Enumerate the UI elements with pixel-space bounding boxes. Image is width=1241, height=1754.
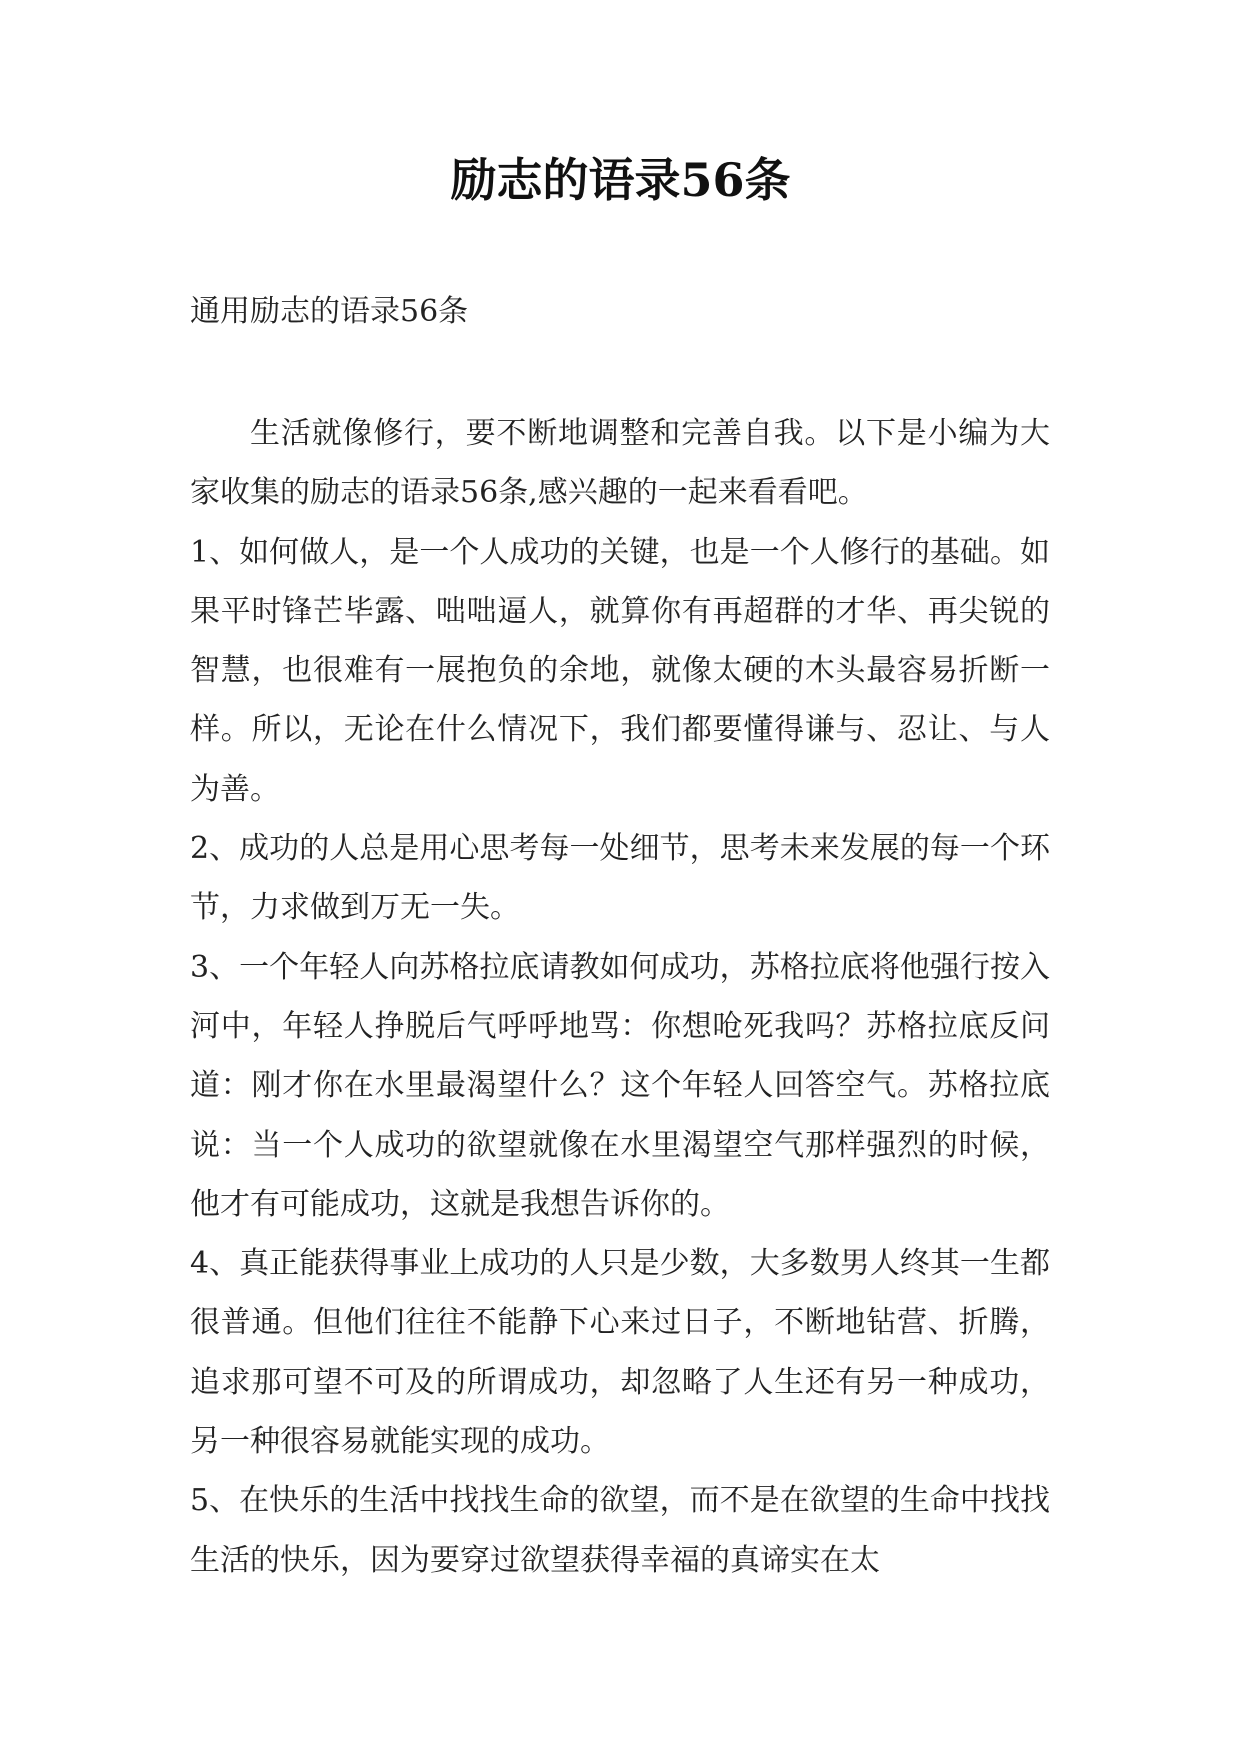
list-item: 1、如何做人，是一个人成功的关键，也是一个人修行的基础。如果平时锋芒毕露、咄咄逼人，就算你有再超群的才华、再尖锐的智慧，也很难有一展抱负的余地，就像太硬的木头最容易折断一样。所以，无论在什么情况下，我们都要懂得谦与、忍让、与人为善。	[190, 534, 1050, 807]
list-item: 3、一个年轻人向苏格拉底请教如何成功，苏格拉底将他强行按入河中，年轻人挣脱后气呼呼地骂：你想呛死我吗？苏格拉底反问道：刚才你在水里最渴望什么？这个年轻人回答空气。苏格拉底说：当一个人成功的欲望就像在水里渴望空气那样强烈的时候，他才有可能成功，这就是我想告诉你的。	[190, 949, 1050, 1222]
document-title: 励志的语录56条	[450, 153, 791, 207]
list-item: 5、在快乐的生活中找找生命的欲望，而不是在欲望的生命中找找生活的快乐，因为要穿过欲望获得幸福的真谛实在太	[190, 1483, 1050, 1578]
list-item: 4、真正能获得事业上成功的人只是少数，大多数男人终其一生都很普通。但他们往往不能静下心来过日子，不断地钻营、折腾，追求那可望不可及的所谓成功，却忽略了人生还有另一种成功，另一种很容易就能实现的成功。	[190, 1246, 1050, 1460]
intro-paragraph: 生活就像修行，要不断地调整和完善自我。以下是小编为大家收集的励志的语录56条,感兴趣的一起来看看吧。	[190, 416, 1050, 511]
list-item: 2、成功的人总是用心思考每一处细节，思考未来发展的每一个环节，力求做到万无一失。	[190, 831, 1050, 926]
document-body	[190, 404, 1050, 1590]
document-subtitle: 通用励志的语录56条	[190, 294, 469, 329]
